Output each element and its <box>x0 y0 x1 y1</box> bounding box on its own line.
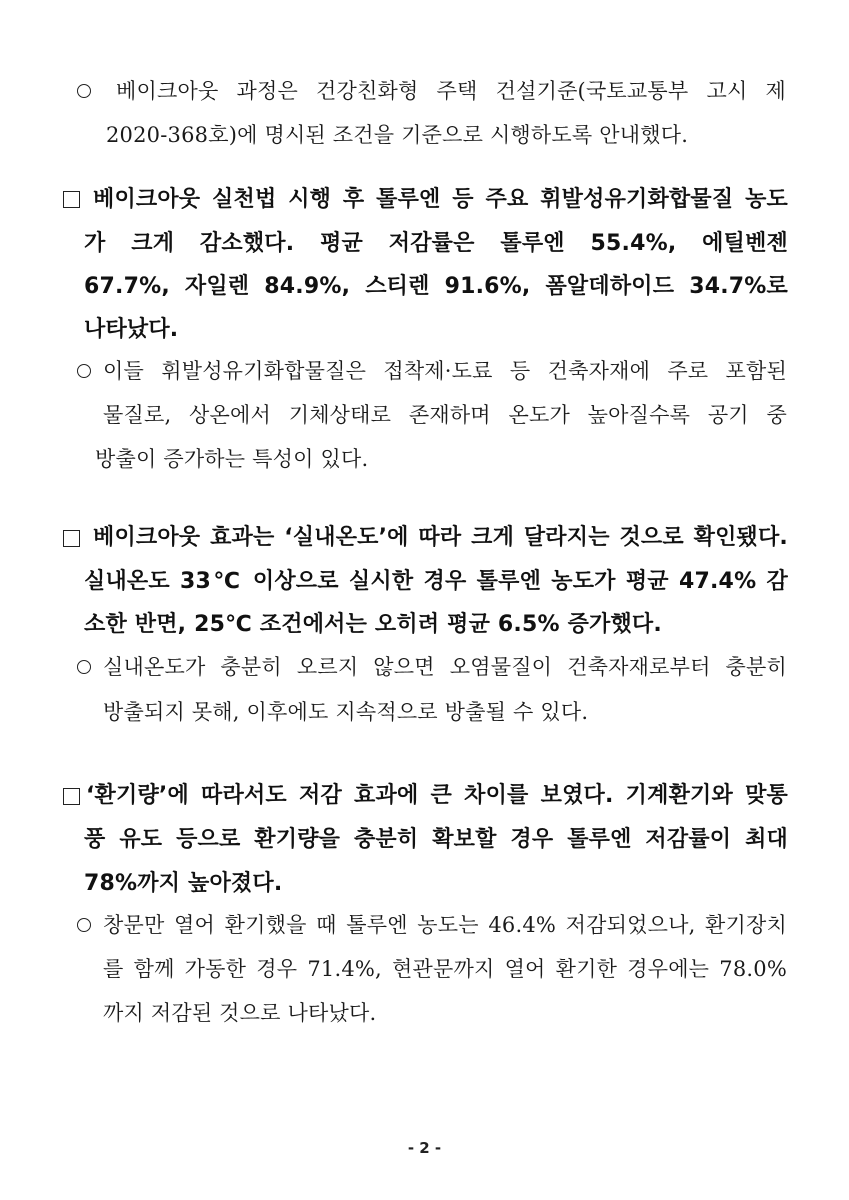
section-1-sub-line-3: 방출이 증가하는 특성이 있다. <box>95 447 369 471</box>
section-1-main-line-4: 나타났다. <box>84 317 179 342</box>
section-2-main-line-2: 실내온도 33℃ 이상으로 실시한 경우 톨루엔 농도가 평균 47.4% 감 <box>84 569 788 594</box>
section-1-sub-line-2: 물질로, 상온에서 기체상태로 존재하며 온도가 높아질수록 공기 중 <box>103 403 787 427</box>
section-2-sub-line-2: 방출되지 못해, 이후에도 지속적으로 방출될 수 있다. <box>103 700 589 724</box>
circle-bullet-icon <box>77 918 91 932</box>
section-3-sub-line-2: 를 함께 가동한 경우 71.4%, 현관문까지 열어 환기한 경우에는 78.0% <box>103 957 787 981</box>
intro-line-1: 베이크아웃 과정은 건강친화형 주택 건설기준(국토교통부 고시 제 <box>116 79 786 103</box>
section-2-main-line-3: 소한 반면, 25℃ 조건에서는 오히려 평균 6.5% 증가했다. <box>84 612 662 637</box>
section-3-main-line-2: 풍 유도 등으로 환기량을 충분히 확보할 경우 톨루엔 저감률이 최대 <box>84 827 788 852</box>
intro-line-2: 2020-368호)에 명시된 조건을 기준으로 시행하도록 안내했다. <box>106 123 689 147</box>
square-bullet-icon <box>63 191 80 208</box>
section-1-sub-line-1: 이들 휘발성유기화합물질은 접착제·도료 등 건축자재에 주로 포함된 <box>103 359 787 383</box>
circle-bullet-icon <box>77 84 91 98</box>
section-3-sub-line-1: 창문만 열어 환기했을 때 톨루엔 농도는 46.4% 저감되었으나, 환기장치 <box>103 913 787 937</box>
square-bullet-icon <box>63 788 80 805</box>
section-1-main-line-2: 가 크게 감소했다. 평균 저감률은 톨루엔 55.4%, 에틸벤젠 <box>84 231 788 256</box>
section-3-main-line-1: ‘환기량’에 따라서도 저감 효과에 큰 차이를 보였다. 기계환기와 맞통 <box>86 783 788 808</box>
section-3-sub-line-3: 까지 저감된 것으로 나타났다. <box>103 1001 377 1025</box>
section-2-sub-line-1: 실내온도가 충분히 오르지 않으면 오염물질이 건축자재로부터 충분히 <box>103 655 787 679</box>
section-3-main-line-3: 78%까지 높아졌다. <box>84 871 283 896</box>
section-1-main-line-3: 67.7%, 자일렌 84.9%, 스티렌 91.6%, 폼알데하이드 34.7%로 <box>84 274 788 299</box>
square-bullet-icon <box>63 530 80 547</box>
section-2-main-line-1: 베이크아웃 효과는 ‘실내온도’에 따라 크게 달라지는 것으로 확인됐다. <box>93 525 788 550</box>
circle-bullet-icon <box>77 364 91 378</box>
section-1-main-line-1: 베이크아웃 실천법 시행 후 톨루엔 등 주요 휘발성유기화합물질 농도 <box>93 187 788 212</box>
circle-bullet-icon <box>77 660 91 674</box>
page-number: - 2 - <box>407 1139 442 1157</box>
